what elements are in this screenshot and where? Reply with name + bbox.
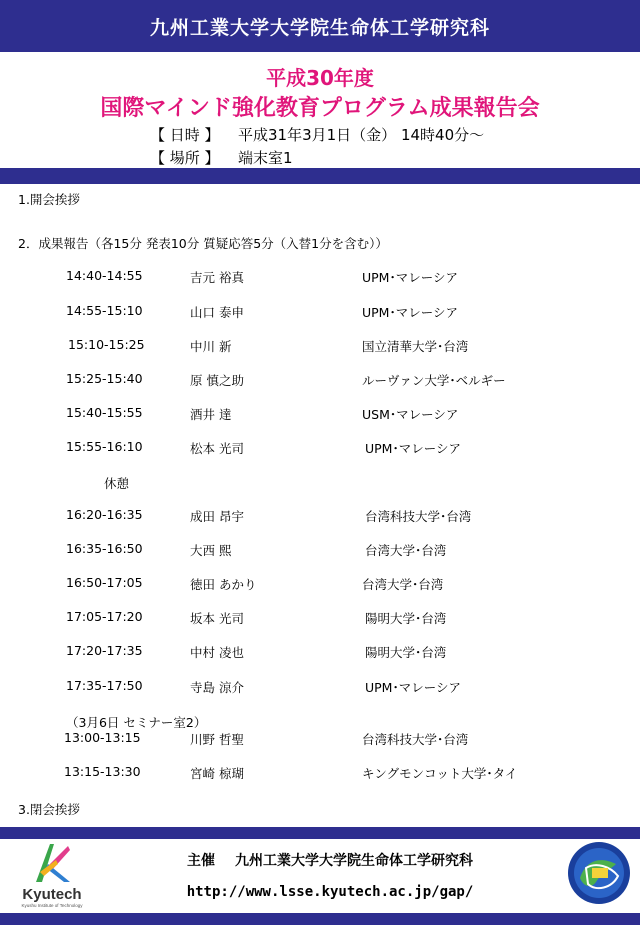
schedule-time: 15:10-15:25 [68,337,145,352]
schedule-row [0,541,640,559]
schedule-time: 14:55-15:10 [66,303,143,318]
logo-subtext: Kyushu Institute of Technology [21,903,83,908]
schedule-row [0,303,640,321]
presenter-affiliation: UPM･マレーシア [362,270,458,285]
presenter-affiliation: 国立清華大学･台湾 [362,339,469,354]
presenter-affiliation: 陽明大学･台湾 [365,645,447,660]
footer-band-bottom [0,913,640,925]
date-row [150,124,484,145]
organizer-line [0,850,640,870]
organizer-value: 九州工業大学大学院生命体工学研究科 [235,853,473,869]
schedule-row [0,643,640,661]
schedule-time: 16:35-16:50 [66,541,143,556]
presenter-affiliation: ルーヴァン大学･ベルギー [362,373,506,388]
presenter-affiliation: 台湾科技大学･台湾 [365,509,472,524]
presenter-affiliation: UPM･マレーシア [365,441,461,456]
presenter-affiliation: 台湾大学･台湾 [365,543,447,558]
schedule-time: 16:20-16:35 [66,507,143,522]
presenter-name: 成田 昂宇 [190,509,244,524]
section-reports: 2．成果報告（各15分 発表10分 質疑応答5分（入替1分を含む）） [18,236,388,251]
schedule-time: 14:40-14:55 [66,268,143,283]
place-label: 【 場所 】 [150,149,220,167]
place-row [150,147,293,168]
presenter-name: 中川 新 [190,339,232,354]
schedule-row [0,371,640,389]
place-value: 端末室1 [238,149,293,167]
presenter-affiliation: UPM･マレーシア [362,305,458,320]
presenter-name: 川野 哲聖 [190,732,244,747]
presenter-name: 原 慎之助 [190,373,244,388]
schedule-time: 17:05-17:20 [66,609,143,624]
organizer-label: 主催 [187,853,215,869]
presenter-name: 徳田 あかり [190,577,257,592]
presenter-name: 中村 凌也 [190,645,244,660]
logo-text: Kyutech [22,886,82,903]
presenter-affiliation: キングモンコット大学･タイ [362,766,518,781]
presenter-affiliation: USM･マレーシア [362,407,459,422]
section-closing: 3.閉会挨拶 [18,802,80,817]
presenter-name: 山口 泰申 [190,305,244,320]
schedule-time: 16:50-17:05 [66,575,143,590]
divider-band [0,168,640,184]
date-value: 平成31年3月1日（金） 14時40分～ [238,126,485,144]
event-year-title: 平成30年度 [266,66,374,90]
header-banner [0,0,640,52]
presenter-name: 大西 熙 [190,543,232,558]
schedule-time: 17:35-17:50 [66,678,143,693]
presenter-name: 吉元 裕真 [190,270,244,285]
presenter-affiliation: 台湾大学･台湾 [362,577,444,592]
schedule-time: 15:40-15:55 [66,405,143,420]
schedule-time: 15:55-16:10 [66,439,143,454]
presenter-name: 寺島 涼介 [190,680,244,695]
schedule-time: 17:20-17:35 [66,643,143,658]
schedule-row [0,439,640,457]
schedule-row [0,730,640,748]
break-label: 休憩 [104,476,130,491]
schedule-row [0,678,640,696]
schedule-time: 15:25-15:40 [66,371,143,386]
schedule-row [0,609,640,627]
presenter-name: 松本 光司 [190,441,244,456]
presenter-affiliation: 陽明大学･台湾 [365,611,447,626]
section-opening: 1.開会挨拶 [18,192,80,207]
schedule-time: 13:15-13:30 [64,764,141,779]
presenter-name: 宮崎 椋瑚 [190,766,244,781]
program-emblem [566,838,632,908]
graduate-school-name: 九州工業大学大学院生命体工学研究科 [149,16,490,39]
schedule-row [0,405,640,423]
event-title: 国際マインド強化教育プログラム成果報告会 [100,96,540,121]
schedule-row [0,575,640,593]
presenter-name: 坂本 光司 [190,611,244,626]
schedule-time: 13:00-13:15 [64,730,141,745]
presenter-name: 酒井 達 [190,407,232,422]
program-url[interactable]: http://www.lsse.kyutech.ac.jp/gap/ [186,884,474,900]
presenter-affiliation: 台湾科技大学･台湾 [362,732,469,747]
date-label: 【 日時 】 [150,126,220,144]
schedule-row [0,337,640,355]
footer-band-top [0,827,640,839]
schedule-row [0,507,640,525]
extra-session-note: （3月6日 セミナー室2） [66,715,207,730]
schedule-row [0,268,640,286]
presenter-affiliation: UPM･マレーシア [365,680,461,695]
schedule-row [0,764,640,782]
globe-emblem-icon [566,838,632,908]
